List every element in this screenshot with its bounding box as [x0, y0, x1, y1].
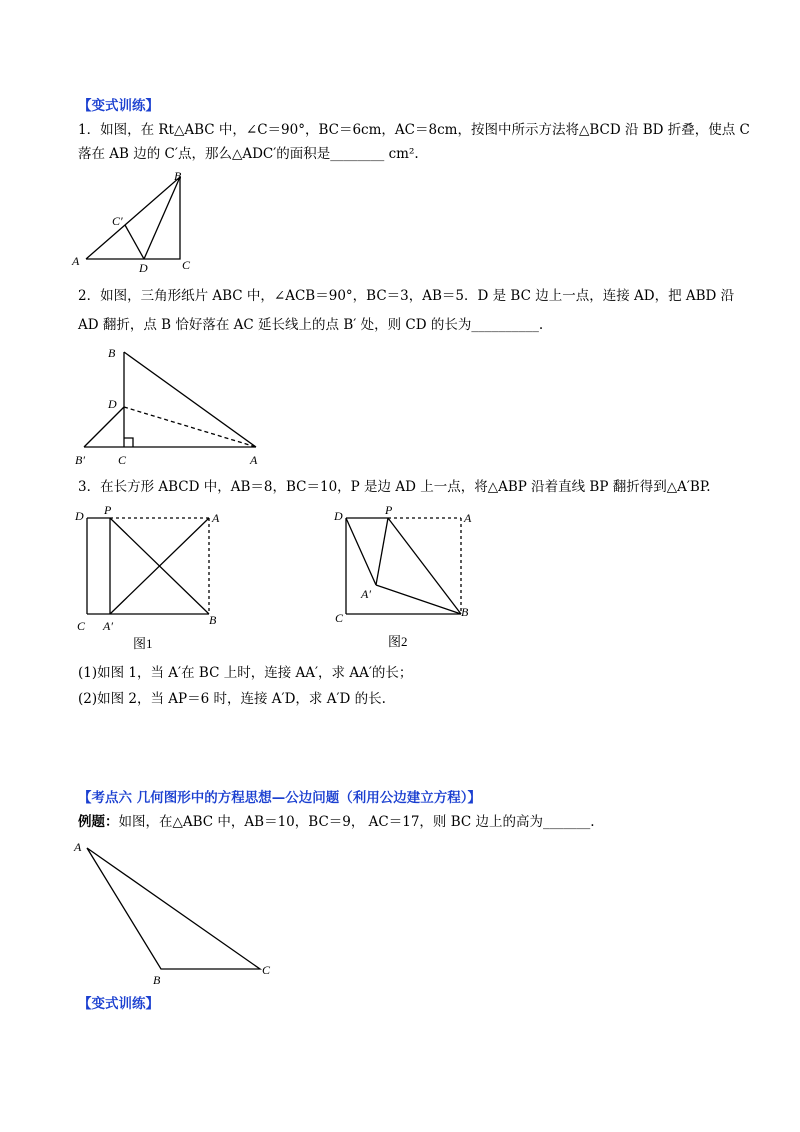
section-heading-variant-training: 【变式训练】 — [78, 98, 159, 114]
label-d: D — [108, 397, 117, 411]
triangle-abc — [86, 177, 180, 259]
label-p: P — [104, 503, 112, 517]
label-a: A — [74, 840, 82, 854]
q3-part1-text: (1)如图 1，当 A′在 BC 上时，连接 AA′，求 AA′的长； — [78, 665, 413, 681]
label-c: C — [182, 258, 191, 272]
figure-example-triangle — [65, 836, 285, 996]
label-c: C — [77, 619, 86, 633]
q1-text-line1: 1．如图，在 Rt△ABC 中，∠C＝90°，BC＝6cm，AC＝8cm，按图中所示方法将△BCD 沿 BD 折叠，使点 C — [78, 122, 750, 138]
figure-q3-diagram2 — [325, 500, 495, 660]
q1-text-line2: 落在 AB 边的 C′点，那么△ADC′的面积是________ cm². — [78, 146, 419, 162]
label-a-prime: A′ — [103, 619, 113, 633]
segment-ad-dashed — [124, 407, 256, 447]
segment-pa-prime — [376, 518, 388, 585]
triangle-abc — [87, 848, 260, 969]
segment-bd — [144, 177, 180, 259]
example-label: 例题： — [78, 814, 119, 830]
figure-q3-diagram1 — [70, 500, 240, 660]
q2-text-line2: AD 翻折，点 B 恰好落在 AC 延长线上的点 B′ 处，则 CD 的长为__________. — [78, 317, 544, 333]
label-b: B — [461, 605, 469, 619]
segment-a-prime-b — [376, 585, 461, 614]
label-b-prime: B′ — [75, 453, 85, 467]
label-a: A — [464, 511, 472, 525]
segment-ab — [124, 352, 256, 447]
label-c: C — [118, 453, 127, 467]
figure-q2-triangle — [70, 340, 270, 470]
label-c-prime: C′ — [112, 214, 123, 228]
segment-c-prime-d — [125, 225, 144, 259]
label-d: D — [334, 509, 343, 523]
segment-b-prime-d — [84, 407, 124, 447]
label-a-prime: A′ — [361, 587, 371, 601]
q3-part2-text: (2)如图 2，当 AP＝6 时，连接 A′D，求 A′D 的长. — [78, 691, 386, 707]
label-b: B — [209, 613, 217, 627]
example-text: 如图，在△ABC 中，AB＝10，BC＝9， AC＝17，则 BC 边上的高为_______. — [118, 814, 595, 830]
section-heading-kaodian6: 【考点六 几何图形中的方程思想—公边问题（利用公边建立方程）】 — [78, 790, 481, 806]
right-angle-mark — [124, 438, 133, 447]
label-b: B — [153, 973, 161, 987]
label-b: B — [108, 346, 116, 360]
segment-pb — [388, 518, 461, 614]
label-d: D — [75, 509, 84, 523]
label-a: A — [250, 453, 258, 467]
label-c: C — [262, 963, 271, 977]
label-d: D — [139, 261, 148, 275]
segment-a-prime-d — [346, 518, 376, 585]
label-a: A — [212, 511, 220, 525]
caption-figure2: 图2 — [388, 634, 408, 649]
figure-q1-triangle — [60, 165, 210, 275]
example-paragraph — [78, 813, 595, 831]
label-c: C — [335, 611, 344, 625]
q2-text-line1: 2．如图，三角形纸片 ABC 中，∠ACB＝90°，BC＝3，AB＝5．D 是 BC 边上一点，连接 AD，把 ABD 沿 — [78, 288, 735, 304]
section-heading-variant-training-2: 【变式训练】 — [78, 996, 159, 1012]
caption-figure1: 图1 — [133, 636, 153, 651]
label-b: B — [174, 169, 182, 183]
label-p: P — [385, 503, 393, 517]
label-a: A — [72, 254, 80, 268]
q3-text-line1: 3．在长方形 ABCD 中，AB＝8，BC＝10，P 是边 AD 上一点，将△ABP 沿着直线 BP 翻折得到△A′BP. — [78, 479, 711, 495]
